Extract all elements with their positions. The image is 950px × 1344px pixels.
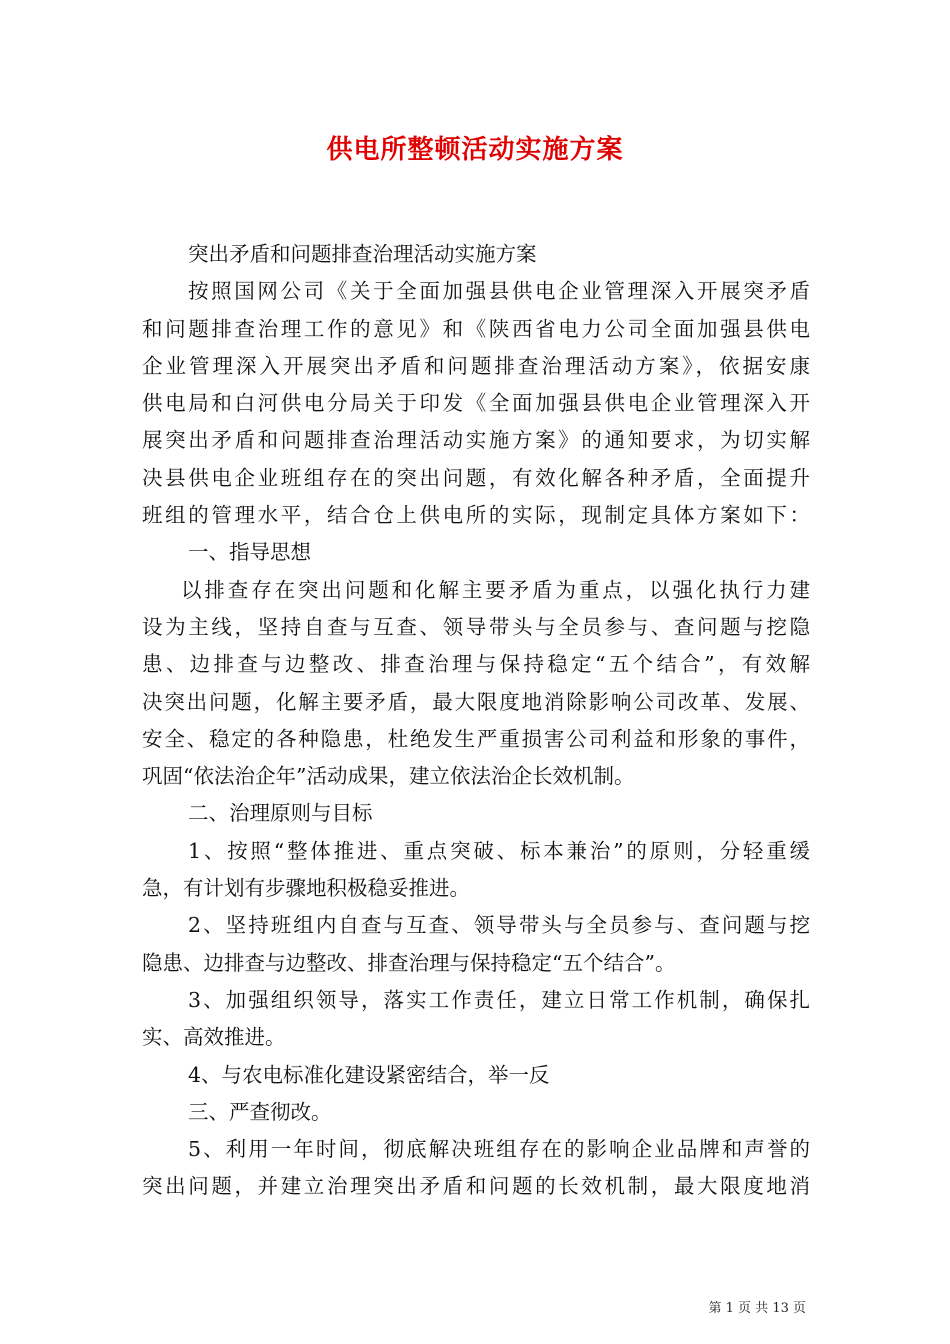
text-line: 突出问题，并建立治理突出矛盾和问题的长效机制，最大限度地消 [142,1174,810,1199]
text-line: 隐患、边排查与边整改、排查治理与保持稳定“五个结合”。 [142,950,676,975]
text-line: 班组的管理水平，结合仓上供电所的实际，现制定具体方案如下： [142,503,810,528]
text-line: 设为主线，坚持自查与互查、领导带头与全员参与、查问题与挖隐 [142,614,810,639]
document-title: 供电所整顿活动实施方案 [326,135,624,165]
section-heading: 一、指导思想 [188,540,311,565]
text-line: 决突出问题，化解主要矛盾，最大限度地消除影响公司改革、发展、 [142,689,810,714]
text-line: 决县供电企业班组存在的突出问题，有效化解各种矛盾，全面提升 [142,465,810,490]
page-number: 第 1 页 共 13 页 [708,1301,806,1316]
section-heading: 三、严查彻改。 [188,1099,332,1124]
document-body [142,236,810,1206]
text-line: 巩固“依法治企年”活动成果，建立依法治企长效机制。 [142,764,635,789]
text-line: 1、按照“整体推进、重点突破、标本兼治”的原则，分轻重缓 [188,838,810,863]
section-heading: 二、治理原则与目标 [188,801,373,826]
text-line: 5、利用一年时间，彻底解决班组存在的影响企业品牌和声誉的 [188,1137,810,1162]
text-line: 4、与农电标准化建设紧密结合，举一反 [188,1062,550,1087]
text-line: 安全、稳定的各种隐患，杜绝发生严重损害公司利益和形象的事件， [142,726,810,751]
text-line: 患、边排查与边整改、排查治理与保持稳定“五个结合”，有效解 [142,652,810,677]
text-line: 企业管理深入开展突出矛盾和问题排查治理活动方案》，依据安康 [142,353,810,378]
text-line: 和问题排查治理工作的意见》和《陕西省电力公司全面加强县供电 [142,316,810,341]
text-line: 以排查存在突出问题和化解主要矛盾为重点，以强化执行力建 [181,577,810,602]
text-line: 实、高效推进。 [142,1025,286,1050]
text-line: 按照国网公司《关于全面加强县供电企业管理深入开展突矛盾 [188,279,810,304]
text-line: 急，有计划有步骤地积极稳妥推进。 [142,876,470,901]
text-line: 3、加强组织领导，落实工作责任，建立日常工作机制，确保扎 [188,987,810,1012]
text-line: 供电局和白河供电分局关于印发《全面加强县供电企业管理深入开 [142,391,810,416]
text-line: 突出矛盾和问题排查治理活动实施方案 [188,242,537,266]
text-line: 展突出矛盾和问题排查治理活动实施方案》的通知要求，为切实解 [142,428,810,453]
text-line: 2、坚持班组内自查与互查、领导带头与全员参与、查问题与挖 [188,913,810,938]
